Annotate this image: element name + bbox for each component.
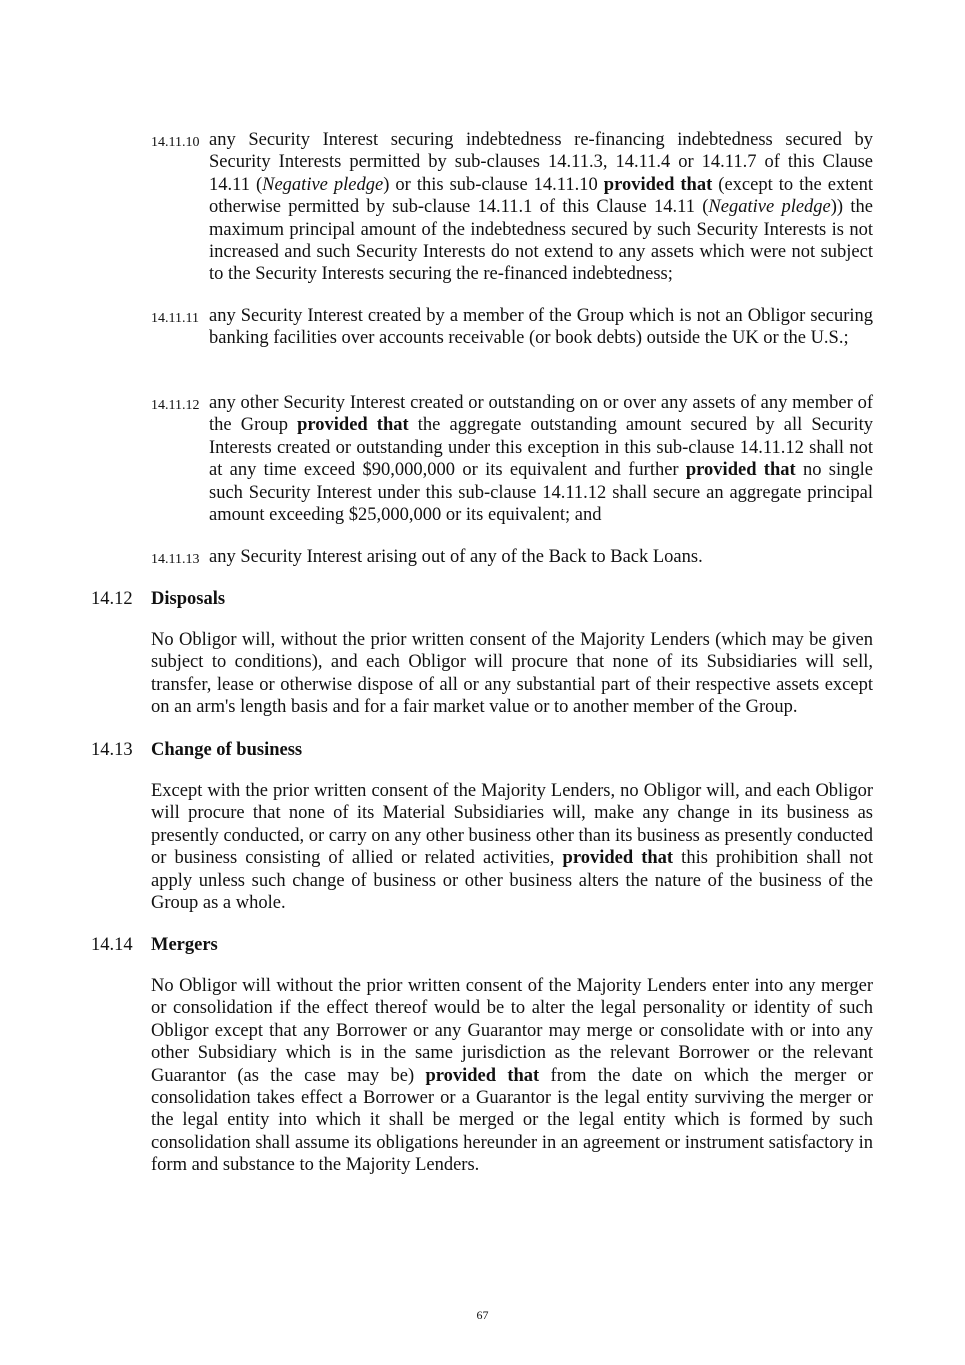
section-number: 14.14	[91, 935, 133, 955]
subclause-number: 14.11.11	[151, 311, 199, 326]
subclause-text: any Security Interest created by a member of the Group which is not an Obligor securing banking facilities over accounts receivable (or book debts) outside the UK or the U.S.;	[209, 306, 873, 349]
subclause-14-11-10	[151, 129, 873, 286]
section-heading-disposals	[91, 588, 225, 610]
page-number: 67	[476, 1308, 489, 1322]
section-body-disposals: No Obligor will, without the prior written consent of the Majority Lenders (which may be given subject to conditions), and each Obligor will procure that none of its Subsidiaries will sell, transfer, lease or otherwise dispose of all or any substantial part of their respective assets except on an arm's length basis and for a fair market value or to another member of the Group.	[151, 630, 873, 718]
section-body-mergers: No Obligor will without the prior written consent of the Majority Lenders enter into any merger or consolidation if the effect thereof would be to alter the legal personality or identity of such Obligor except that any Borrower or any Guarantor may merge or consolidate with or into any other Subsidiary which is in the same jurisdiction as the relevant Borrower or the relevant Guarantor (as the case may be) provided that from the date on which the merger or consolidation takes effect a Borrower or a Guarantor is the legal entity surviving the merger or the legal entity into which it shall be merged or the legal entity which is formed by such consolidation shall assume its obligations hereunder in an agreement or instrument satisfactory in form and substance to the Majority Lenders.	[151, 976, 873, 1176]
subclause-text: any Security Interest securing indebtedness re-financing indebtedness secured by Security Interests permitted by sub-clauses 14.11.3, 14.11.4 or 14.11.7 of this Clause 14.11 (Negative pledge) or this sub-clause 14.11.10 provided that (except to the extent otherwise permitted by sub-clause 14.11.1 of this Clause 14.11 (Negative pledge)) the maximum principal amount of the indebtedness secured by such Security Interests is not increased and such Security Interests do not extend to any assets which were not subject to the Security Interests securing the re-financed indebtedness;	[209, 130, 873, 285]
section-number: 14.13	[91, 740, 133, 760]
section-heading-change-of-business	[91, 739, 302, 761]
subclause-number: 14.11.13	[151, 552, 200, 567]
section-title: Mergers	[151, 935, 218, 955]
section-heading-mergers	[91, 934, 218, 956]
section-body-change-of-business: Except with the prior written consent of the Majority Lenders, no Obligor will, and each Obligor will procure that none of its Material Subsidiaries will, make any change in its business as presently conducted, or carry on any other business other than its business as presently conducted or business consisting of allied or related activities, provided that this prohibition shall not apply unless such change of business or other business alters the nature of the business of the Group as a whole.	[151, 781, 873, 914]
subclause-number: 14.11.10	[151, 135, 200, 150]
subclause-number: 14.11.12	[151, 398, 200, 413]
subclause-text: any other Security Interest created or outstanding on or over any assets of any member of the Group provided that the aggregate outstanding amount secured by all Security Interests created or outstanding under this exception in this sub-clause 14.11.12 shall not at any time exceed $90,000,000 or its equivalent and further provided that no single such Security Interest under this sub-clause 14.11.12 shall secure an aggregate principal amount exceeding $25,000,000 or its equivalent; and	[209, 393, 873, 526]
subclause-14-11-13	[151, 546, 873, 568]
subclause-14-11-12	[151, 392, 873, 526]
subclause-14-11-11	[151, 305, 873, 350]
section-title: Disposals	[151, 589, 226, 609]
section-title: Change of business	[151, 740, 303, 760]
section-number: 14.12	[91, 589, 133, 609]
subclause-text: any Security Interest arising out of any of the Back to Back Loans.	[209, 547, 703, 567]
